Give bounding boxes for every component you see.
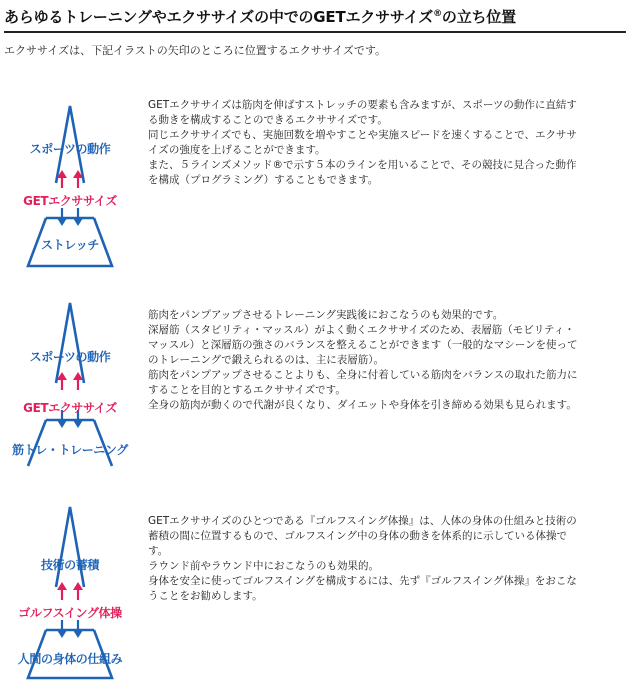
text-line: ラウンド前やラウンド中におこなうのも効果的。 [148,560,379,572]
pyramid-diagram [0,88,140,278]
up-arrows-icon [57,170,83,188]
text-line: GETエクササイズのひとつである『ゴルフスイング体操』は、人体の身体の仕組みと技術の [148,515,577,527]
bottom-label: ストレッチ [41,238,99,252]
text-line: を構成（プログラミング）することもできます。 [148,174,379,186]
text-line: す。 [148,545,169,557]
section-description [148,98,620,188]
pyramid-diagram [0,502,140,692]
text-line: のトレーニングで鍛えられるのは、主に表層筋）。 [148,354,385,366]
top-label: スポーツの動作 [29,350,111,364]
up-arrows-icon [57,372,83,390]
middle-label: GETエクササイズ [23,194,117,208]
text-line: うことをお勧めします。 [148,590,263,602]
page-title: あらゆるトレーニングやエクササイズの中でのGETエクササイズ®の立ち位置 [4,6,626,33]
top-label: スポーツの動作 [29,142,111,156]
text-line: る動きを構成することのできるエクササイズです。 [148,114,388,126]
text-line: GETエクササイズは筋肉を伸ばすストレッチの要素も含みますが、スポーツの動作に直結す [148,99,577,111]
text-line: することを目的とするエクササイズです。 [148,384,346,396]
bottom-label: 人間の身体の仕組み [17,652,123,666]
text-line: 筋肉をパンプアップさせることよりも、全身に付着している筋肉をバランスの取れた筋力に [148,369,578,381]
text-line: イズの強度を上げることができます。 [148,144,326,156]
text-line: 深層筋（スタビリティ・マッスル）がよく動くエクササイズのため、表層筋（モビリティ・ [148,324,575,336]
text-line: 身体を安全に使ってゴルフスイングを構成するには、先ず『ゴルフスイング体操』をおこな [148,575,577,587]
page-subtitle: エクササイズは、下記イラストの矢印のところに位置するエクササイズです。 [4,44,387,57]
pyramid-diagram [0,298,140,488]
text-line: また、５ラインズメソッド®で示す５本のラインを用いることで、その競技に見合った動作 [148,159,577,171]
text-line: 同じエクササイズでも、実施回数を増やすことや実施スピードを速くすることで、エクササ [148,129,578,141]
bottom-label: 筋トレ・トレーニング [12,443,128,457]
middle-label: GETエクササイズ [23,401,117,415]
text-line: 全身の筋肉が動くので代謝が良くなり、ダイエットや身体を引き締める効果も見られます。 [148,399,577,411]
middle-label: ゴルフスイング体操 [18,606,122,620]
text-line: 蓄積の間に位置するもので、ゴルフスイング中の身体の動きを体系的に示している体操で [148,530,567,542]
text-line: マッスル）と深層筋の強さのバランスを整えることができます（一般的なマシーンを使って [148,339,578,351]
text-line: 筋肉をパンプアップさせるトレーニング実践後におこなうのも効果的です。 [148,309,504,321]
up-arrows-icon [57,582,83,600]
section-description [148,514,620,604]
top-label: 技術の蓄積 [40,558,99,572]
section-description [148,308,620,413]
